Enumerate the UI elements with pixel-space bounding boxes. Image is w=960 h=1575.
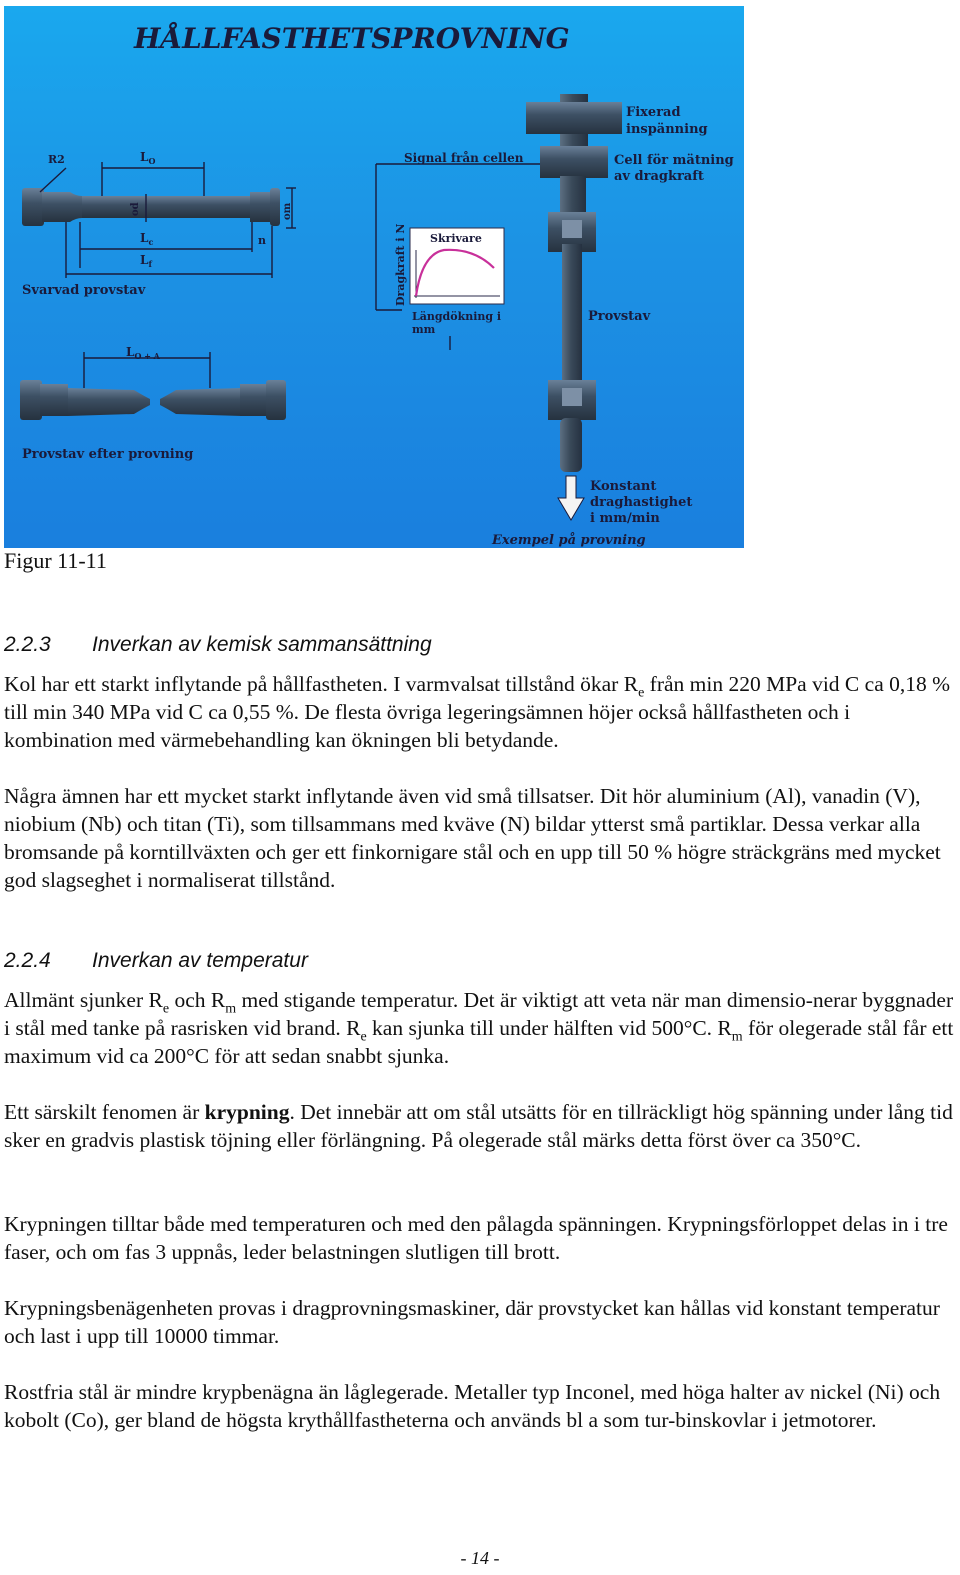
paragraph-krypning: Ett särskilt fenomen är krypning. Det innebär att om stål utsätts för en tillräckligt hög spänning under lång tid sker en gradvis plastisk töjning eller förlängning. På olegerade stål märks detta först över ca 350°C. [4, 1100, 953, 1152]
label-langdokning-1: Längdökning i [412, 310, 502, 323]
paragraph-krypningen: Krypningen tilltar både med temperaturen och med den pålagda spänningen. Krypningsförloppet delas in i tre faser, och om fas 3 uppnås, leder belastningen slutligen till brott. [4, 1212, 948, 1264]
section-heading-2-2-4 [4, 949, 308, 973]
label-konstant-2: draghastighet [590, 495, 693, 510]
turned-specimen [22, 188, 280, 226]
section-title: Inverkan av kemisk sammansättning [92, 633, 432, 656]
tensile-test-figure [4, 6, 744, 548]
label-provstav: Provstav [588, 309, 651, 324]
label-od: od [130, 202, 141, 216]
section-number: 2.2.3 [4, 633, 51, 656]
label-l0: $L_O$ [140, 150, 156, 166]
test-machine [526, 94, 622, 472]
label-langdokning-2: mm [412, 323, 436, 336]
label-r2: R2 [48, 153, 65, 166]
label-exempel: Exempel på provning [492, 533, 646, 548]
figure-caption: Figur 11-11 [4, 548, 107, 573]
page-number: - 14 - [460, 1548, 500, 1568]
label-konstant-1: Konstant [590, 479, 657, 494]
label-provstav-efter: Provstav efter provning [22, 447, 194, 462]
label-skrivare: Skrivare [430, 232, 482, 245]
label-lc: $L_c$ [140, 231, 154, 247]
section-title: Inverkan av temperatur [92, 949, 308, 972]
label-cell-2: av dragkraft [614, 169, 704, 184]
label-konstant-3: i mm/min [590, 511, 660, 526]
label-fixerad-2: inspänning [626, 122, 708, 137]
label-n: n [258, 234, 266, 247]
section-heading-2-2-3 [4, 633, 432, 657]
label-svarvad-provstav: Svarvad provstav [22, 283, 146, 298]
label-fixerad-1: Fixerad [626, 105, 681, 120]
paragraph-amnen: Några ämnen har ett mycket starkt inflytande även vid små tillsatser. Dit hör aluminium (Al), vanadin (V), niobium (Nb) och titan (Ti), som tillsammans med kväve (N) bildar ytterst små partiklar. Dessa verkar alla bromsande på korntillväxten och ger ett finkornigare stål och en upp till 50 % högre sträckgräns med mycket god slagseghet i normaliserat tillstånd. [4, 784, 941, 892]
label-signal: Signal från cellen [404, 151, 524, 165]
paragraph-kol: Kol har ett starkt inflytande på hållfastheten. I varmvalsat tillstånd ökar $R_e$ från min 220 MPa vid C ca 0,18 % till min 340 MPa vid C ca 0,55 %. De flesta övriga legeringsämnen höjer också hållfastheten och i kombination med värmebehandling kan ökningen bli betydande. [4, 672, 951, 752]
label-lf: $L_f$ [140, 253, 152, 269]
section-number: 2.2.4 [4, 949, 51, 972]
figure-title: HÅLLFASTHETSPROVNING [134, 22, 570, 55]
paragraph-allmant: Allmänt sjunker $R_e$ och $R_m$ med stigande temperatur. Det är viktigt att veta när man dimensio-nerar byggnader i stål med tanke på rasrisken vid brand. $R_e$ kan sjunka till under hälften vid 500°C. $R_m$ för olegerade stål får ett maximum vid ca 200°C för att sedan snabbt sjunka. [4, 988, 954, 1068]
tensile-test-diagram [4, 6, 744, 548]
paragraph-krypningsbenagenheten: Krypningsbenägenheten provas i dragprovningsmaskiner, där provstycket kan hållas vid konstant temperatur och last i upp till 10000 timmar. [4, 1296, 940, 1348]
paragraph-rostfria: Rostfria stål är mindre krypbenägna än låglegerade. Metaller typ Inconel, med höga halter av nickel (Ni) och kobolt (Co), ger bland de högsta krythållfastheterna och används bl a som tur-binskovlar i jetmotorer. [4, 1380, 941, 1432]
label-cell-1: Cell för mätning [614, 153, 734, 168]
label-l0-plus-a: $L_{O + A}$ [126, 345, 160, 361]
arrow-down-icon [558, 476, 584, 520]
label-om: om [282, 202, 293, 220]
broken-specimen [20, 380, 286, 420]
label-dragkraft: Dragkraft i N [394, 223, 407, 306]
